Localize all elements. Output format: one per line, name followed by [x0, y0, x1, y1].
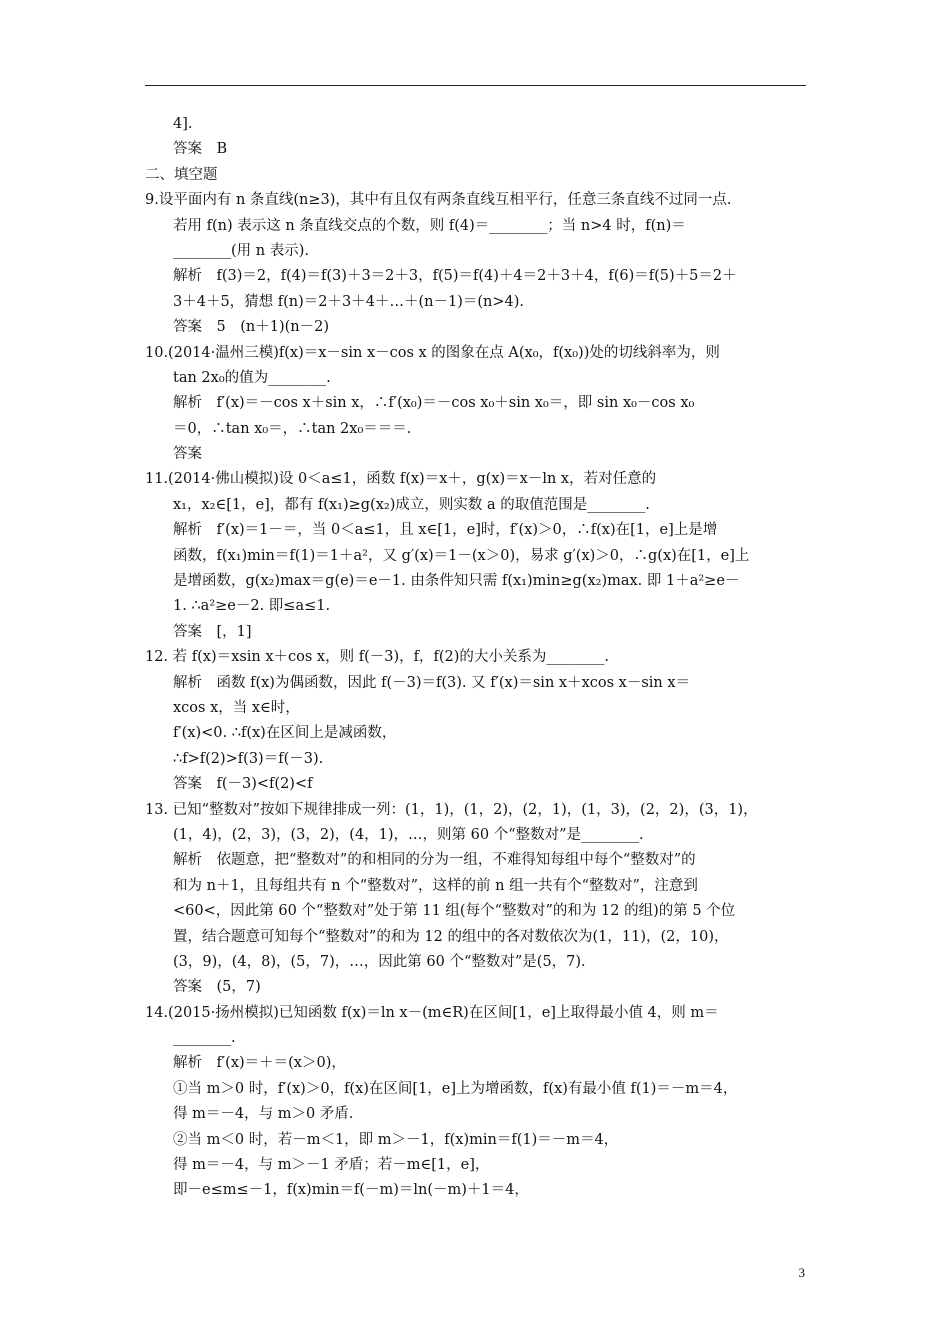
text-line: 14.(2015·扬州模拟)已知函数 f(x)＝ln x－(m∈R)在区间[1，e]上取得最小值 4，则 m＝ — [145, 1004, 719, 1021]
text-line: 答案 f(－3)<f(2)<f — [173, 776, 313, 793]
text-line: 答案 [，1] — [173, 623, 252, 640]
document-body — [145, 112, 807, 1204]
text-line: 答案 — [173, 446, 202, 463]
text-line: 10.(2014·温州三模)f(x)＝x－sin x－cos x 的图象在点 A(x₀，f(x₀))处的切线斜率为，则 — [145, 344, 720, 361]
text-line: tan 2x₀的值为________. — [173, 369, 331, 386]
text-line: 13. 已知“整数对”按如下规律排成一列：(1，1)，(1，2)，(2，1)，(1，3)，(2，2)，(3，1)， — [145, 801, 758, 818]
text-line: 置，结合题意可知每个“整数对”的和为 12 的组中的各对数依次为(1，11)，(2，10)， — [173, 928, 729, 945]
text-line: 函数，f(x₁)min＝f(1)＝1＋a²，又 g′(x)＝1－(x＞0)，易求 g′(x)＞0，∴g(x)在[1，e]上 — [173, 547, 750, 564]
text-line: 4]. — [173, 116, 193, 132]
text-line: 解析 函数 f(x)为偶函数，因此 f(－3)＝f(3). 又 f′(x)＝sin x＋xcos x－sin x＝ — [173, 674, 691, 691]
text-line: 9.设平面内有 n 条直线(n≥3)，其中有且仅有两条直线互相平行，任意三条直线不过同一点. — [145, 192, 732, 209]
text-line: 解析 f(3)＝2，f(4)＝f(3)＋3＝2＋3，f(5)＝f(4)＋4＝2＋3＋4，f(6)＝f(5)＋5＝2＋ — [173, 268, 737, 285]
text-line: f′(x)<0. ∴f(x)在区间上是减函数， — [173, 725, 397, 742]
text-line: 得 m＝－4，与 m＞－1 矛盾；若－m∈[1，e]， — [173, 1157, 490, 1174]
text-line: 3＋4＋5，猜想 f(n)＝2＋3＋4＋…＋(n－1)＝(n>4). — [173, 293, 524, 310]
text-line: 解析 f′(x)＝－cos x＋sin x，∴f′(x₀)＝－cos x₀＋sin x₀＝，即 sin x₀－cos x₀ — [173, 395, 695, 412]
text-line: (3，9)，(4，8)，(5，7)，…，因此第 60 个“整数对”是(5，7). — [173, 953, 586, 970]
text-line: <60<，因此第 60 个“整数对”处于第 11 组(每个“整数对”的和为 12 的组)的第 5 个位 — [173, 903, 736, 920]
text-line: 即－e≤m≤－1，f(x)min＝f(－m)＝ln(－m)＋1＝4， — [173, 1182, 529, 1199]
text-line: 12. 若 f(x)＝xsin x＋cos x，则 f(－3)，f，f(2)的大小关系为________. — [145, 649, 609, 666]
text-line: ①当 m＞0 时，f′(x)＞0，f(x)在区间[1，e]上为增函数，f(x)有最小值 f(1)＝－m＝4， — [173, 1080, 738, 1097]
text-line: 得 m＝－4，与 m＞0 矛盾. — [173, 1106, 354, 1123]
page-number: 3 — [798, 1265, 805, 1280]
text-line: ∴f>f(2)>f(3)＝f(－3). — [173, 750, 324, 767]
text-line: ________(用 n 表示). — [173, 242, 309, 259]
text-line: 1. ∴a²≥e－2. 即≤a≤1. — [173, 598, 331, 615]
text-line: ________. — [173, 1030, 236, 1047]
text-line: x₁，x₂∈[1，e]，都有 f(x₁)≥g(x₂)成立，则实数 a 的取值范围是________. — [173, 496, 650, 513]
text-line: 是增函数，g(x₂)max＝g(e)＝e－1. 由条件知只需 f(x₁)min≥g(x₂)max. 即 1＋a²≥e－ — [173, 573, 740, 590]
text-line: 解析 f′(x)＝1－＝，当 0＜a≤1，且 x∈[1，e]时，f′(x)＞0，∴f(x)在[1，e]上是增 — [173, 522, 718, 539]
text-line: ＝0，∴tan x₀＝，∴tan 2x₀＝＝＝. — [173, 420, 412, 437]
text-line: 二、填空题 — [145, 166, 218, 183]
text-line: 解析 f′(x)＝＋＝(x＞0)， — [173, 1055, 346, 1072]
text-line: 解析 依题意，把“整数对”的和相同的分为一组，不难得知每组中每个“整数对”的 — [173, 852, 696, 869]
text-line: ②当 m＜0 时，若－m＜1，即 m＞－1，f(x)min＝f(1)＝－m＝4， — [173, 1131, 619, 1148]
text-line: 11.(2014·佛山模拟)设 0＜a≤1，函数 f(x)＝x＋，g(x)＝x－ln x，若对任意的 — [145, 471, 657, 488]
text-line: xcos x，当 x∈时， — [173, 699, 300, 716]
text-line: 答案 5 (n＋1)(n－2) — [173, 319, 329, 336]
text-line: (1，4)，(2，3)，(3，2)，(4，1)，…，则第 60 个“整数对”是________. — [173, 826, 644, 843]
text-line: 若用 f(n) 表示这 n 条直线交点的个数，则 f(4)＝________；当 n>4 时，f(n)＝ — [173, 217, 686, 234]
text-line: 答案 (5，7) — [173, 979, 261, 996]
text-line: 答案 B — [173, 141, 228, 158]
text-line: 和为 n＋1，且每组共有 n 个“整数对”，这样的前 n 组一共有个“整数对”，注意到 — [173, 877, 698, 894]
header-rule — [145, 85, 806, 86]
